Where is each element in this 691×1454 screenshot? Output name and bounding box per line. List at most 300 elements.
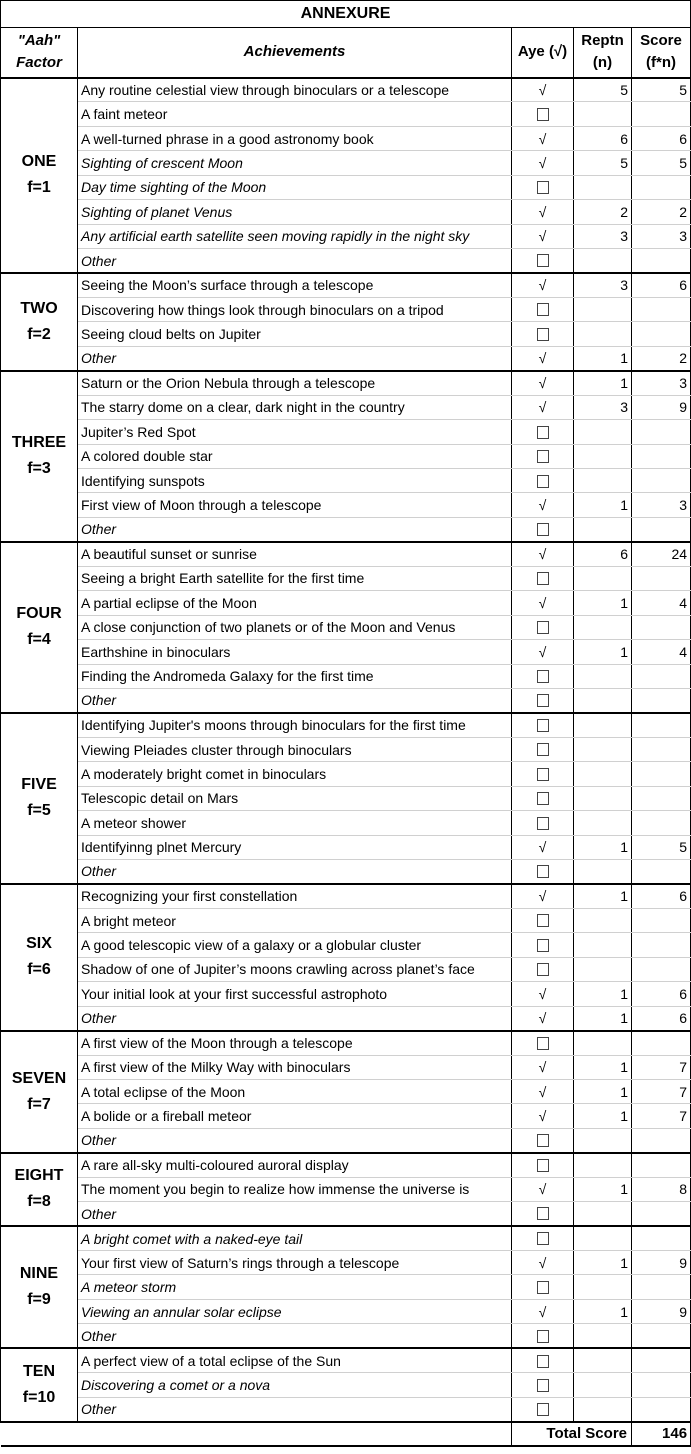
repetition-value xyxy=(574,1226,632,1250)
total-score-value: 146 xyxy=(632,1422,691,1446)
empty-box-icon xyxy=(537,475,549,488)
table-row xyxy=(1,322,691,346)
header-reptn-text: Reptn (n) xyxy=(581,32,624,72)
achievement-text: Viewing an annular solar eclipse xyxy=(78,1299,512,1323)
achievement-text: A good telescopic view of a galaxy or a globular cluster xyxy=(78,933,512,957)
achievement-text: Seeing cloud belts on Jupiter xyxy=(78,322,512,346)
repetition-value: 1 xyxy=(574,1251,632,1275)
repetition-value: 1 xyxy=(574,1177,632,1201)
table-row xyxy=(1,273,691,297)
repetition-value xyxy=(574,322,632,346)
group-label xyxy=(1,273,78,371)
score-value xyxy=(632,444,691,468)
group-name: THREE xyxy=(11,434,67,452)
aye-cell xyxy=(512,884,574,908)
total-score-label: Total Score xyxy=(512,1422,632,1446)
score-value: 9 xyxy=(632,1299,691,1323)
aye-cell xyxy=(512,493,574,517)
group-factor: f=8 xyxy=(27,1193,51,1211)
table-row xyxy=(1,542,691,566)
repetition-value xyxy=(574,420,632,444)
table-row xyxy=(1,957,691,981)
repetition-value xyxy=(574,737,632,761)
aye-cell xyxy=(512,542,574,566)
checkmark-icon: √ xyxy=(538,81,547,98)
achievement-text: The starry dome on a clear, dark night in the country xyxy=(78,395,512,419)
achievement-text: A perfect view of a total eclipse of the Sun xyxy=(78,1348,512,1372)
table-row xyxy=(1,151,691,175)
aye-cell xyxy=(512,346,574,370)
score-value: 5 xyxy=(632,151,691,175)
score-value xyxy=(632,517,691,541)
repetition-value xyxy=(574,566,632,590)
achievement-text: A meteor shower xyxy=(78,811,512,835)
checkmark-icon: √ xyxy=(538,497,547,514)
aye-cell xyxy=(512,273,574,297)
achievement-text: Any routine celestial view through binoculars or a telescope xyxy=(78,78,512,102)
score-value: 6 xyxy=(632,884,691,908)
group-factor: f=10 xyxy=(22,1388,56,1406)
aye-cell xyxy=(512,1031,574,1055)
achievement-text: A rare all-sky multi-coloured auroral display xyxy=(78,1153,512,1177)
repetition-value: 1 xyxy=(574,1104,632,1128)
aye-cell xyxy=(512,78,574,102)
group-label xyxy=(1,1031,78,1153)
header-aye-text: Aye (√) xyxy=(517,43,568,61)
empty-box-icon xyxy=(537,1232,549,1245)
achievement-text: A partial eclipse of the Moon xyxy=(78,591,512,615)
table-row xyxy=(1,1202,691,1226)
empty-box-icon xyxy=(537,670,549,683)
empty-box-icon xyxy=(537,1037,549,1050)
aye-cell xyxy=(512,688,574,712)
achievement-text: Any artificial earth satellite seen moving rapidly in the night sky xyxy=(78,224,512,248)
table-row xyxy=(1,444,691,468)
achievement-text: A close conjunction of two planets or of the Moon and Venus xyxy=(78,615,512,639)
aye-cell xyxy=(512,1104,574,1128)
checkmark-icon: √ xyxy=(538,643,547,660)
table-row xyxy=(1,688,691,712)
score-value xyxy=(632,1275,691,1299)
score-value xyxy=(632,737,691,761)
empty-box-icon xyxy=(537,768,549,781)
aye-cell xyxy=(512,395,574,419)
table-row xyxy=(1,664,691,688)
aye-cell xyxy=(512,469,574,493)
empty-box-icon xyxy=(537,1403,549,1416)
table-row xyxy=(1,395,691,419)
achievement-text: A first view of the Moon through a telescope xyxy=(78,1031,512,1055)
aye-cell xyxy=(512,1299,574,1323)
aye-cell xyxy=(512,1324,574,1348)
aye-cell xyxy=(512,713,574,737)
checkmark-icon: √ xyxy=(538,130,547,147)
achievement-text: Other xyxy=(78,1128,512,1152)
checkmark-icon: √ xyxy=(538,1254,547,1271)
repetition-value xyxy=(574,811,632,835)
score-value: 3 xyxy=(632,224,691,248)
table-row xyxy=(1,1006,691,1030)
table-row xyxy=(1,835,691,859)
group-name: FOUR xyxy=(16,605,62,623)
score-value xyxy=(632,1348,691,1372)
empty-box-icon xyxy=(537,450,549,463)
group-label xyxy=(1,1153,78,1226)
empty-box-icon xyxy=(537,1281,549,1294)
aye-cell xyxy=(512,982,574,1006)
achievement-text: A beautiful sunset or sunrise xyxy=(78,542,512,566)
repetition-value xyxy=(574,933,632,957)
group-factor: f=2 xyxy=(27,325,51,343)
aye-cell xyxy=(512,1251,574,1275)
achievement-text: Other xyxy=(78,1202,512,1226)
empty-box-icon xyxy=(537,1134,549,1147)
table-row xyxy=(1,1055,691,1079)
table-row xyxy=(1,493,691,517)
table-row xyxy=(1,737,691,761)
table-row xyxy=(1,126,691,150)
score-value: 8 xyxy=(632,1177,691,1201)
score-value xyxy=(632,1153,691,1177)
achievement-text: A first view of the Milky Way with binoculars xyxy=(78,1055,512,1079)
aye-cell xyxy=(512,908,574,932)
repetition-value: 5 xyxy=(574,78,632,102)
achievement-text: A total eclipse of the Moon xyxy=(78,1079,512,1103)
table-row xyxy=(1,1397,691,1421)
table-row xyxy=(1,640,691,664)
checkmark-icon: √ xyxy=(538,985,547,1002)
aye-cell xyxy=(512,860,574,884)
group-label xyxy=(1,713,78,884)
score-value: 3 xyxy=(632,493,691,517)
score-value: 6 xyxy=(632,273,691,297)
group-factor: f=4 xyxy=(27,631,51,649)
score-value xyxy=(632,322,691,346)
header-score-text: Score (f*n) xyxy=(640,32,682,72)
repetition-value: 1 xyxy=(574,371,632,395)
checkmark-icon: √ xyxy=(538,350,547,367)
empty-box-icon xyxy=(537,963,549,976)
aye-cell xyxy=(512,737,574,761)
score-value: 7 xyxy=(632,1079,691,1103)
achievement-text: Your initial look at your first successful astrophoto xyxy=(78,982,512,1006)
repetition-value xyxy=(574,249,632,273)
checkmark-icon: √ xyxy=(538,277,547,294)
score-value: 5 xyxy=(632,835,691,859)
repetition-value: 3 xyxy=(574,395,632,419)
table-row xyxy=(1,982,691,1006)
score-value xyxy=(632,688,691,712)
checkmark-icon: √ xyxy=(538,888,547,905)
table-row xyxy=(1,78,691,102)
score-value: 3 xyxy=(632,371,691,395)
aye-cell xyxy=(512,126,574,150)
score-value xyxy=(632,762,691,786)
aye-cell xyxy=(512,1348,574,1372)
achievement-text: The moment you begin to realize how immense the universe is xyxy=(78,1177,512,1201)
score-value: 6 xyxy=(632,1006,691,1030)
score-value xyxy=(632,933,691,957)
repetition-value: 3 xyxy=(574,224,632,248)
repetition-value: 1 xyxy=(574,1055,632,1079)
table-row xyxy=(1,1031,691,1055)
repetition-value xyxy=(574,664,632,688)
group-factor: f=5 xyxy=(27,802,51,820)
table-row xyxy=(1,346,691,370)
aye-cell xyxy=(512,1202,574,1226)
achievement-text: Other xyxy=(78,1397,512,1421)
empty-box-icon xyxy=(537,1330,549,1343)
group-name: EIGHT xyxy=(14,1167,64,1185)
group-name: ONE xyxy=(21,153,57,171)
aye-cell xyxy=(512,1226,574,1250)
score-value: 9 xyxy=(632,1251,691,1275)
group-factor: f=3 xyxy=(27,460,51,478)
achievement-text: A faint meteor xyxy=(78,102,512,126)
table-row xyxy=(1,1128,691,1152)
empty-box-icon xyxy=(537,694,549,707)
achievement-text: Finding the Andromeda Galaxy for the first time xyxy=(78,664,512,688)
score-value xyxy=(632,1397,691,1421)
repetition-value: 6 xyxy=(574,126,632,150)
achievement-text: Other xyxy=(78,860,512,884)
checkmark-icon: √ xyxy=(538,1010,547,1027)
repetition-value xyxy=(574,762,632,786)
aye-cell xyxy=(512,591,574,615)
score-value xyxy=(632,957,691,981)
score-value xyxy=(632,1202,691,1226)
empty-box-icon xyxy=(537,1159,549,1172)
achievement-text: Sighting of planet Venus xyxy=(78,200,512,224)
achievement-text: Discovering a comet or a nova xyxy=(78,1373,512,1397)
table-row xyxy=(1,1104,691,1128)
aye-cell xyxy=(512,517,574,541)
score-value xyxy=(632,786,691,810)
group-label xyxy=(1,884,78,1031)
checkmark-icon: √ xyxy=(538,1108,547,1125)
empty-box-icon xyxy=(537,1379,549,1392)
group-label xyxy=(1,1348,78,1421)
empty-box-icon xyxy=(537,523,549,536)
achievement-text: Shadow of one of Jupiter’s moons crawling across planet’s face xyxy=(78,957,512,981)
group-name: FIVE xyxy=(21,776,57,794)
score-value xyxy=(632,860,691,884)
aye-cell xyxy=(512,640,574,664)
achievement-text: Saturn or the Orion Nebula through a telescope xyxy=(78,371,512,395)
repetition-value: 1 xyxy=(574,346,632,370)
achievement-text: Other xyxy=(78,517,512,541)
empty-box-icon xyxy=(537,719,549,732)
checkmark-icon: √ xyxy=(538,546,547,563)
score-value xyxy=(632,297,691,321)
score-value: 2 xyxy=(632,200,691,224)
achievement-text: Viewing Pleiades cluster through binoculars xyxy=(78,737,512,761)
table-row xyxy=(1,860,691,884)
repetition-value xyxy=(574,1275,632,1299)
achievement-text: Other xyxy=(78,688,512,712)
aye-cell xyxy=(512,786,574,810)
repetition-value: 1 xyxy=(574,835,632,859)
achievement-text: Identifying Jupiter's moons through binoculars for the first time xyxy=(78,713,512,737)
repetition-value xyxy=(574,469,632,493)
group-factor: f=6 xyxy=(27,961,51,979)
repetition-value: 1 xyxy=(574,1299,632,1323)
aye-cell xyxy=(512,835,574,859)
repetition-value xyxy=(574,957,632,981)
aye-cell xyxy=(512,811,574,835)
sheet-title: ANNEXURE xyxy=(1,1,691,28)
achievement-text: A bright comet with a naked-eye tail xyxy=(78,1226,512,1250)
repetition-value xyxy=(574,102,632,126)
score-value: 6 xyxy=(632,982,691,1006)
table-row xyxy=(1,1177,691,1201)
empty-box-icon xyxy=(537,426,549,439)
score-value xyxy=(632,469,691,493)
table-row xyxy=(1,1373,691,1397)
aye-cell xyxy=(512,566,574,590)
score-value xyxy=(632,102,691,126)
aye-cell xyxy=(512,1153,574,1177)
repetition-value xyxy=(574,615,632,639)
checkmark-icon: √ xyxy=(538,594,547,611)
empty-box-icon xyxy=(537,328,549,341)
repetition-value xyxy=(574,908,632,932)
group-factor: f=9 xyxy=(27,1291,51,1309)
table-row xyxy=(1,713,691,737)
empty-box-icon xyxy=(537,621,549,634)
checkmark-icon: √ xyxy=(538,1059,547,1076)
score-value xyxy=(632,908,691,932)
achievement-text: A well-turned phrase in a good astronomy book xyxy=(78,126,512,150)
table-row xyxy=(1,420,691,444)
table-row xyxy=(1,1251,691,1275)
score-value: 7 xyxy=(632,1104,691,1128)
table-row xyxy=(1,371,691,395)
empty-box-icon xyxy=(537,817,549,830)
achievement-text: A bright meteor xyxy=(78,908,512,932)
score-value xyxy=(632,811,691,835)
aye-cell xyxy=(512,1055,574,1079)
achievement-text: Other xyxy=(78,1006,512,1030)
repetition-value xyxy=(574,175,632,199)
repetition-value xyxy=(574,860,632,884)
score-value xyxy=(632,175,691,199)
score-value xyxy=(632,664,691,688)
aye-cell xyxy=(512,175,574,199)
score-value xyxy=(632,615,691,639)
table-row xyxy=(1,908,691,932)
repetition-value xyxy=(574,517,632,541)
aye-cell xyxy=(512,1177,574,1201)
group-name: TWO xyxy=(20,299,58,317)
aye-cell xyxy=(512,933,574,957)
score-value xyxy=(632,1128,691,1152)
aye-cell xyxy=(512,1275,574,1299)
group-factor: f=7 xyxy=(27,1095,51,1113)
empty-box-icon xyxy=(537,865,549,878)
empty-box-icon xyxy=(537,303,549,316)
empty-box-icon xyxy=(537,254,549,267)
checkmark-icon: √ xyxy=(538,375,547,392)
total-spacer xyxy=(1,1422,512,1446)
achievement-text: Other xyxy=(78,1324,512,1348)
score-value: 4 xyxy=(632,640,691,664)
table-row xyxy=(1,102,691,126)
aye-cell xyxy=(512,420,574,444)
repetition-value xyxy=(574,1373,632,1397)
achievement-text: Your first view of Saturn’s rings through a telescope xyxy=(78,1251,512,1275)
aye-cell xyxy=(512,1373,574,1397)
checkmark-icon: √ xyxy=(538,839,547,856)
header-factor xyxy=(1,28,78,78)
achievement-text: Sighting of crescent Moon xyxy=(78,151,512,175)
score-value xyxy=(632,1226,691,1250)
achievement-text: Telescopic detail on Mars xyxy=(78,786,512,810)
group-factor: f=1 xyxy=(27,179,51,197)
repetition-value xyxy=(574,1324,632,1348)
repetition-value: 1 xyxy=(574,640,632,664)
empty-box-icon xyxy=(537,939,549,952)
aye-cell xyxy=(512,249,574,273)
achievement-text: Other xyxy=(78,346,512,370)
repetition-value xyxy=(574,713,632,737)
repetition-value: 6 xyxy=(574,542,632,566)
achievement-text: Day time sighting of the Moon xyxy=(78,175,512,199)
achievement-text: Jupiter’s Red Spot xyxy=(78,420,512,444)
table-row xyxy=(1,224,691,248)
table-row xyxy=(1,1324,691,1348)
aye-cell xyxy=(512,371,574,395)
table-row xyxy=(1,884,691,908)
score-value xyxy=(632,1373,691,1397)
score-value: 24 xyxy=(632,542,691,566)
group-name: TEN xyxy=(23,1362,55,1380)
score-value xyxy=(632,713,691,737)
checkmark-icon: √ xyxy=(538,155,547,172)
achievement-text: A bolide or a fireball meteor xyxy=(78,1104,512,1128)
group-label xyxy=(1,371,78,542)
aye-cell xyxy=(512,224,574,248)
aye-cell xyxy=(512,102,574,126)
score-value: 5 xyxy=(632,78,691,102)
aye-cell xyxy=(512,615,574,639)
repetition-value xyxy=(574,786,632,810)
aye-cell xyxy=(512,151,574,175)
empty-box-icon xyxy=(537,1207,549,1220)
table-row xyxy=(1,566,691,590)
repetition-value xyxy=(574,688,632,712)
repetition-value xyxy=(574,1202,632,1226)
score-value xyxy=(632,420,691,444)
group-name: NINE xyxy=(19,1265,59,1283)
repetition-value: 1 xyxy=(574,493,632,517)
score-value: 9 xyxy=(632,395,691,419)
table-row xyxy=(1,1275,691,1299)
score-value xyxy=(632,566,691,590)
score-value: 7 xyxy=(632,1055,691,1079)
table-row xyxy=(1,811,691,835)
empty-box-icon xyxy=(537,914,549,927)
repetition-value: 1 xyxy=(574,1006,632,1030)
repetition-value: 1 xyxy=(574,982,632,1006)
table-row xyxy=(1,1226,691,1250)
repetition-value xyxy=(574,1031,632,1055)
table-row xyxy=(1,175,691,199)
aye-cell xyxy=(512,1006,574,1030)
checkmark-icon: √ xyxy=(538,1303,547,1320)
group-label xyxy=(1,1226,78,1348)
repetition-value xyxy=(574,1397,632,1421)
